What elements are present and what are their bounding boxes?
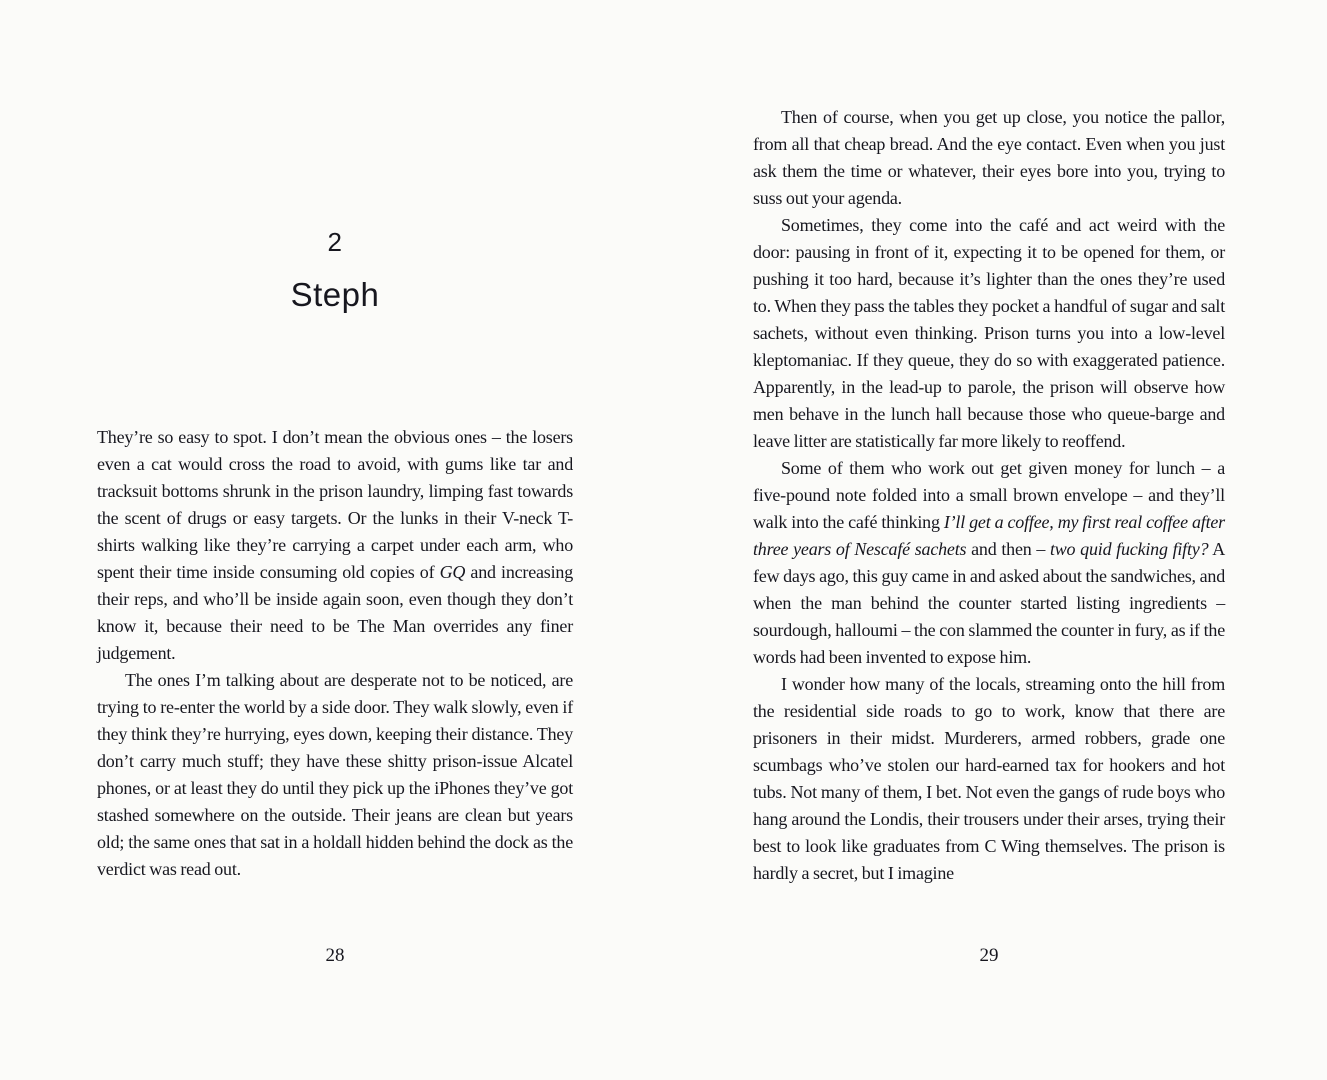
paragraph	[753, 104, 1225, 212]
paragraph	[97, 667, 573, 883]
text-run: I wonder how many of the locals, streaming onto the hill from the residential side roads to go to work, know that there are prisoners in their midst. Murderers, armed robbers, grade one scumbags who’ve stolen our hard-earned tax for hookers and hot tubs. Not many of them, I bet. Not even the gangs of rude boys who hang around the Londis, their trousers under their arses, trying their best to look like graduates from C Wing themselves. The prison is hardly a secret, but I imagine	[753, 674, 1225, 883]
paragraph	[753, 212, 1225, 455]
paragraph	[753, 455, 1225, 671]
paragraph	[97, 424, 573, 667]
italic-text-run: two quid fucking fifty?	[1049, 539, 1209, 559]
text-run: Sometimes, they come into the café and act weird with the door: pausing in front of it, expecting it to be opened for them, or pushing it too hard, because it’s lighter than the ones they’re used to. When they pass the tables they pocket a handful of sugar and salt sachets, without even thinking. Prison turns you into a low-level kleptomaniac. If they queue, they do so with exaggerated patience. Apparently, in the lead-up to parole, the prison will observe how men behave in the lunch hall because those who queue-barge and leave litter are statistically far more likely to reoffend.	[753, 215, 1225, 451]
page-left-text	[97, 424, 573, 883]
page-number-left: 28	[325, 945, 345, 966]
text-run: The ones I’m talking about are desperate not to be noticed, are trying to re-enter the world by a side door. They walk slowly, even if they think they’re hurrying, eyes down, keeping their distance. They don’t carry much stuff; they have these shitty prison-issue Alcatel phones, or at least they do until they pick up the iPhones they’ve got stashed somewhere on the outside. Their jeans are clean but years old; the same ones that sat in a holdall hidden behind the dock as the verdict was read out.	[97, 670, 573, 879]
page-left	[97, 0, 573, 1080]
paragraph	[753, 671, 1225, 887]
italic-text-run: GQ	[439, 562, 466, 582]
text-run: Then of course, when you get up close, you notice the pallor, from all that cheap bread. And the eye contact. Even when you just ask them the time or whatever, their eyes bore into you, trying to suss out your agenda.	[753, 107, 1225, 208]
chapter-number: 2	[327, 227, 343, 257]
text-run: and increasing their reps, and who’ll be inside again soon, even though they don’t know it, because their need to be The Man overrides any finer judgement.	[97, 562, 573, 663]
chapter-header	[97, 229, 573, 313]
text-run: They’re so easy to spot. I don’t mean the obvious ones – the losers even a cat would cross the road to avoid, with gums like tar and tracksuit bottoms shrunk in the prison laundry, limping fast towards the scent of drugs or easy targets. Or the lunks in their V-neck T-shirts walking like they’re carrying a carpet under each arm, who spent their time inside consuming old copies of	[97, 427, 573, 582]
text-run: and then –	[966, 539, 1050, 559]
chapter-title: Steph	[290, 276, 380, 313]
page-right	[753, 0, 1225, 1080]
text-run: A few days ago, this guy came in and asked about the sandwiches, and when the man behind the counter started listing ingredients – sourdough, halloumi – the con slammed the counter in fury, as if the words had been invented to expose him.	[753, 539, 1225, 667]
italic-text-run: I’ll get a coffee, my first real coffee after three years of Nescafé sachets	[753, 512, 1225, 559]
text-run: Some of them who work out get given money for lunch – a five-pound note folded into a small brown envelope – and they’ll walk into the café thinking	[753, 458, 1225, 532]
page-right-text	[753, 104, 1225, 887]
page-number-right: 29	[979, 945, 999, 966]
